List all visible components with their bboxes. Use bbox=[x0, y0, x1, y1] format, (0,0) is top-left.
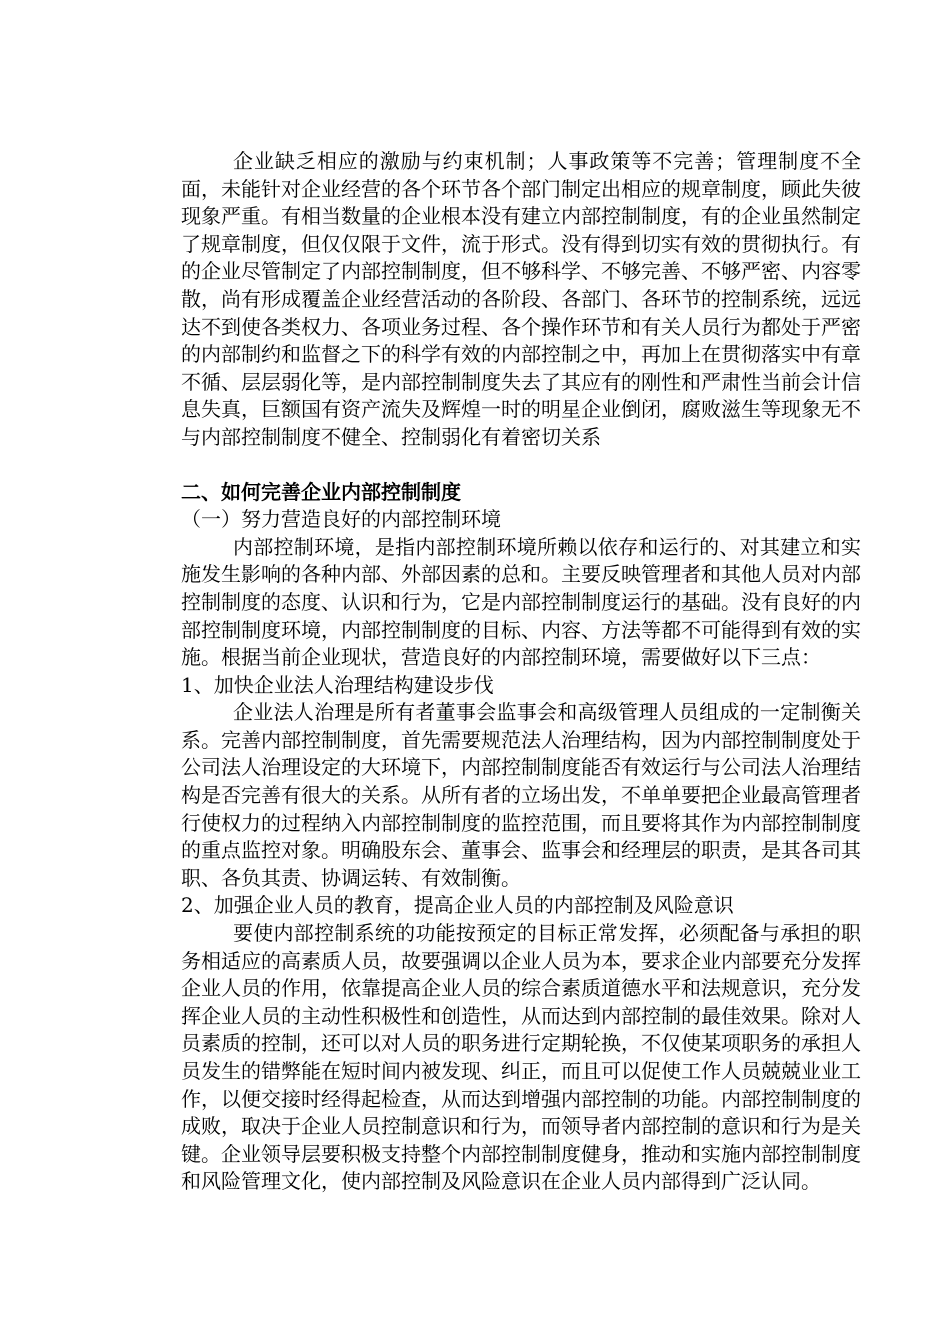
section-heading: 二、如何完善企业内部控制制度 bbox=[181, 479, 461, 504]
paragraph-staff-education: 要使内部控制系统的功能按预定的目标正常发挥，必须配备与承担的职务相适应的高素质人员，故要强调以企业人员为本，要求企业内部要充分发挥企业人员的作用，依靠提高企业人员的综合素质道德水平和法规意识，充分发挥企业人员的主动性积极性和创造性，从而达到内部控制的最佳效果。除对人员素质的控制，还可以对人员的职务进行定期轮换，不仅使某项职务的承担人员发生的错弊能在短时间内被发现、纠正，而且可以促使工作人员兢兢业业工作，以便交接时经得起检查，从而达到增强内部控制的功能。内部控制制度的成败，取决于企业人员控制意识和行为，而领导者内部控制的意识和行为是关键。企业领导层要积极支持整个内部控制制度健身，推动和实施内部控制制度和风险管理文化，使内部控制及风险意识在企业人员内部得到广泛认同。 bbox=[181, 921, 861, 1194]
document-body bbox=[181, 148, 861, 1196]
paragraph-spacer bbox=[181, 452, 861, 479]
subsection-heading: （一）努力营造良好的内部控制环境 bbox=[181, 507, 501, 532]
paragraph-internal-control-problems: 企业缺乏相应的激励与约束机制；人事政策等不完善；管理制度不全面，未能针对企业经营的各个环节各个部门制定出相应的规章制度，顾此失彼现象严重。有相当数量的企业根本没有建立内部控制制度，有的企业虽然制定了规章制度，但仅仅限于文件，流于形式。没有得到切实有效的贯彻执行。有的企业尽管制定了内部控制制度，但不够科学、不够完善、不够严密、内容零散，尚有形成覆盖企业经营活动的各阶段、各部门、各环节的控制系统，远远达不到使各类权力、各项业务过程、各个操作环节和有关人员行为都处于严密的内部制约和监督之下的科学有效的内部控制之中，再加上在贯彻落实中有章不循、层层弱化等，是内部控制制度失去了其应有的刚性和严肃性当前会计信息失真，巨额国有资产流失及辉煌一时的明星企业倒闭，腐败滋生等现象无不与内部控制制度不健全、控制弱化有着密切关系 bbox=[181, 149, 861, 449]
item-heading-corporate-governance: 1、加快企业法人治理结构建设步伐 bbox=[181, 672, 494, 697]
paragraph-corporate-governance: 企业法人治理是所有者董事会监事会和高级管理人员组成的一定制衡关系。完善内部控制制度，首先需要规范法人治理结构，因为内部控制制度处于公司法人治理设定的大环境下，内部控制制度能否有效运行与公司法人治理结构是否完善有很大的关系。从所有者的立场出发，不单单要把企业最高管理者行使权力的过程纳入内部控制制度的监控范围，而且要将其作为内部控制制度的重点监控对象。明确股东会、董事会、监事会和经理层的职责，是其各司其职、各负其责、协调运转、有效制衡。 bbox=[181, 700, 861, 890]
item-heading-staff-education: 2、加强企业人员的教育，提高企业人员的内部控制及风险意识 bbox=[181, 893, 734, 918]
paragraph-control-environment: 内部控制环境，是指内部控制环境所赖以依存和运行的、对其建立和实施发生影响的各种内部、外部因素的总和。主要反映管理者和其他人员对内部控制制度的态度、认识和行为，它是内部控制制度运行的基础。没有良好的内部控制制度环境，内部控制制度的目标、内容、方法等都不可能得到有效的实施。根据当前企业现状，营造良好的内部控制环境，需要做好以下三点： bbox=[181, 534, 861, 670]
